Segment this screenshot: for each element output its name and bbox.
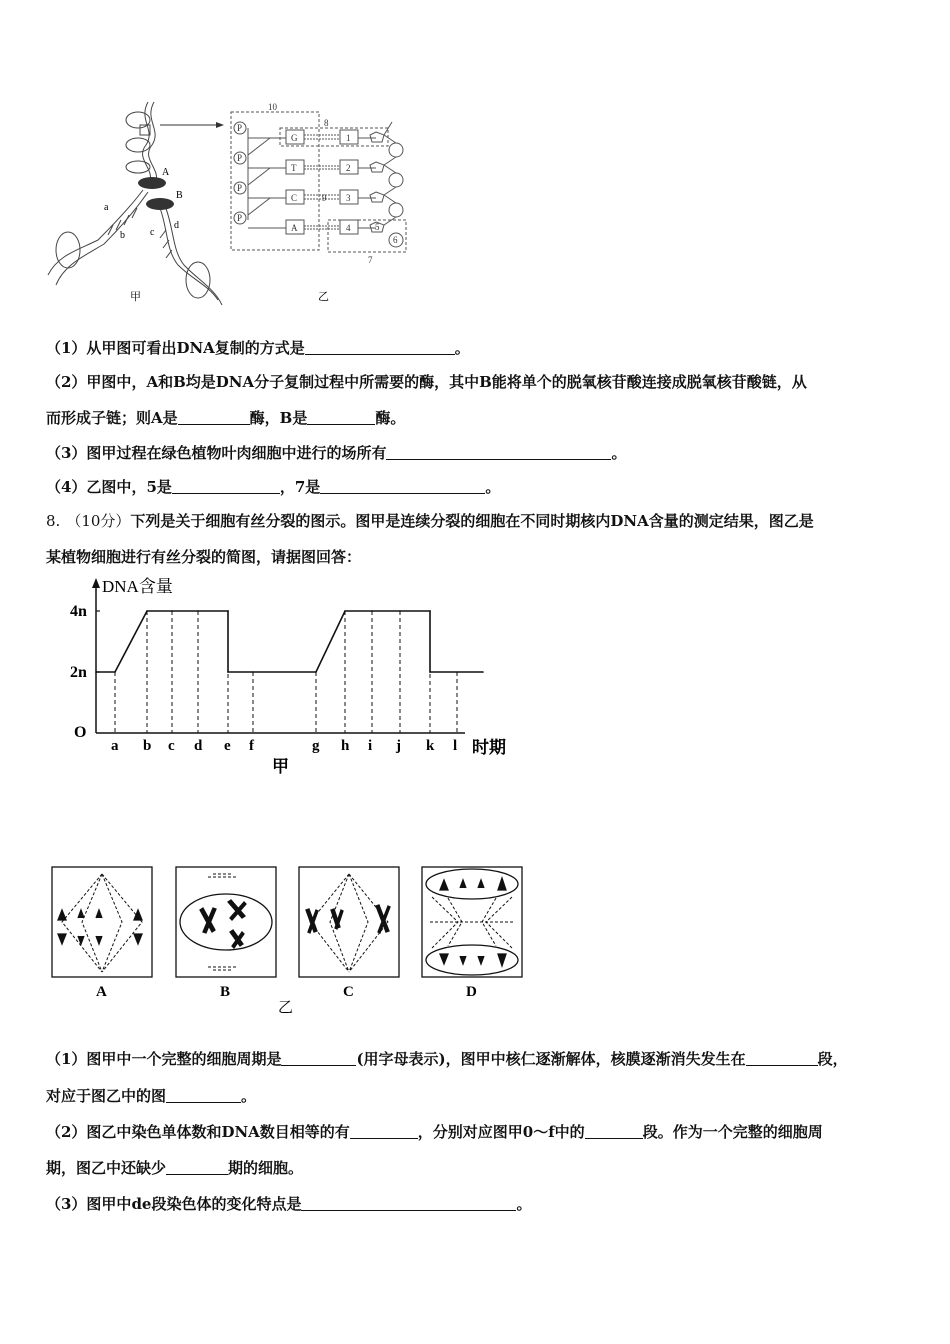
q8-number: 8. xyxy=(46,512,61,530)
q7-part1-text: （1）从甲图可看出DNA复制的方式是 xyxy=(46,339,305,357)
cell-label-A: A xyxy=(96,984,107,1000)
base-C: C xyxy=(291,193,298,203)
data-point xyxy=(429,671,431,673)
data-point xyxy=(146,610,148,612)
q8-stem-text1: 下列是关于细胞有丝分裂的图示。图甲是连续分裂的细胞在不同时期核内DNA含量的测定结果，图乙是 xyxy=(130,512,814,530)
x-tick-label: d xyxy=(194,738,203,754)
x-tick-label: e xyxy=(224,738,231,754)
q8-part2-text-b: ，分别对应图甲0～f中的 xyxy=(417,1123,585,1141)
jia-label-A: A xyxy=(162,167,170,178)
jia-caption: 甲 xyxy=(130,291,141,303)
q7-part2-text-c: 酶，B是 xyxy=(249,409,308,427)
q8-part1-line1 xyxy=(46,1049,848,1069)
q8-part2-line2 xyxy=(46,1158,303,1178)
x-tick-label: k xyxy=(426,738,435,754)
q7-part4-end: 。 xyxy=(485,478,501,496)
fig-jia-replication-fork xyxy=(48,102,222,305)
data-point xyxy=(399,610,401,612)
pair-2: 2 xyxy=(346,163,351,173)
x-tick-label: j xyxy=(396,738,401,754)
x-tick-label: a xyxy=(111,738,119,754)
q7-part1-end: 。 xyxy=(454,339,470,357)
x-tick-label: g xyxy=(312,738,320,754)
data-point xyxy=(227,671,229,673)
num-6: 6 xyxy=(393,235,398,245)
num-8: 8 xyxy=(324,118,329,128)
x-tick-label: h xyxy=(341,738,350,754)
q7-part2-line2 xyxy=(46,408,405,428)
data-point xyxy=(227,610,229,612)
jia-label-b: b xyxy=(120,230,125,241)
yi-caption: 乙 xyxy=(318,291,329,303)
data-point xyxy=(344,610,346,612)
jia-label-a: a xyxy=(104,202,109,213)
series-line xyxy=(96,611,483,672)
y-axis-arrow xyxy=(92,578,100,588)
jia-label-c: c xyxy=(150,227,155,238)
phosphate-1: P xyxy=(237,123,243,133)
answer-blank[interactable] xyxy=(307,409,375,425)
answer-blank[interactable] xyxy=(305,339,455,355)
q7-part2-text-d: 酶。 xyxy=(375,409,406,427)
q8-score: （10分） xyxy=(66,512,131,530)
q7-part2-text-a: （2）甲图中，A和B均是DNA分子复制过程中所需要的酶，其中B能将单个的脱氧核苷酸连接成脱氧核苷酸链，从 xyxy=(46,373,807,391)
q8-part1-text-d: 对应于图乙中的图 xyxy=(46,1087,167,1105)
cell-label-D: D xyxy=(466,984,477,1000)
cell-D xyxy=(422,867,522,977)
answer-blank[interactable] xyxy=(320,478,485,494)
q7-part1 xyxy=(46,338,470,358)
x-axis-label: 时期 xyxy=(472,738,506,757)
data-point xyxy=(315,671,317,673)
answer-blank[interactable] xyxy=(386,444,611,460)
pair-4: 4 xyxy=(346,223,351,233)
enzyme-A xyxy=(138,177,166,189)
q8-part3-text: （3）图甲中de段染色体的变化特点是 xyxy=(46,1195,302,1213)
phosphate-2: P xyxy=(237,153,243,163)
cell-C xyxy=(299,867,399,977)
mitosis-cells-figure xyxy=(48,862,528,1017)
q7-part2-text-b: 而形成子链；则A是 xyxy=(46,409,178,427)
y-tick-label: 2n xyxy=(70,664,87,681)
q8-part3-end: 。 xyxy=(516,1195,532,1213)
q8-part1-text-a: （1）图甲中一个完整的细胞周期是 xyxy=(46,1050,282,1068)
num-9: 9 xyxy=(322,193,327,203)
jia-label-B: B xyxy=(176,190,183,201)
q7-part3 xyxy=(46,443,626,463)
base-T: T xyxy=(291,163,297,173)
cell-label-B: B xyxy=(220,984,231,1000)
answer-blank[interactable] xyxy=(301,1195,516,1211)
answer-blank[interactable] xyxy=(172,478,280,494)
y-axis-label: DNA含量 xyxy=(102,577,173,596)
dna-replication-figure xyxy=(38,100,418,310)
x-tick-label: f xyxy=(249,738,254,754)
x-tick-label: i xyxy=(368,738,373,754)
q8-part1-text-c: 段， xyxy=(817,1050,848,1068)
num-7: 7 xyxy=(368,255,373,265)
cell-A xyxy=(52,867,152,977)
data-point xyxy=(429,610,431,612)
q7-part4 xyxy=(46,477,500,497)
data-point xyxy=(482,671,484,673)
q7-part4-text-b: ，7是 xyxy=(279,478,321,496)
answer-blank[interactable] xyxy=(350,1123,418,1139)
pair-1: 1 xyxy=(346,133,351,143)
data-point xyxy=(252,671,254,673)
data-point xyxy=(114,671,116,673)
q8-stem-text2: 某植物细胞进行有丝分裂的简图，请据图回答： xyxy=(46,548,362,566)
q8-part2-line1 xyxy=(46,1122,823,1142)
x-tick-label: l xyxy=(453,738,458,754)
enzyme-B xyxy=(146,198,174,210)
origin-label: O xyxy=(74,724,87,741)
q8-part1-line2 xyxy=(46,1086,256,1106)
fig-yi-dna-detail xyxy=(231,112,406,252)
q8-stem-line1 xyxy=(46,511,814,531)
q8-part2-text-e: 期的细胞。 xyxy=(228,1159,304,1177)
cell-B xyxy=(176,867,276,977)
q7-part3-text: （3）图甲过程在绿色植物叶肉细胞中进行的场所有 xyxy=(46,444,387,462)
answer-blank[interactable] xyxy=(281,1050,356,1066)
dna-content-chart xyxy=(60,570,530,780)
chart-caption: 甲 xyxy=(272,757,289,776)
q8-part2-text-c: 段。作为一个完整的细胞周 xyxy=(642,1123,823,1141)
base-G: G xyxy=(291,133,298,143)
answer-blank[interactable] xyxy=(166,1159,228,1175)
q7-part4-text-a: （4）乙图中，5是 xyxy=(46,478,172,496)
q7-part2-line1 xyxy=(46,372,807,392)
base-A: A xyxy=(291,223,298,233)
answer-blank[interactable] xyxy=(178,409,250,425)
phosphate-4: P xyxy=(237,213,243,223)
jia-label-d: d xyxy=(174,220,179,231)
x-tick-label: c xyxy=(168,738,175,754)
answer-blank[interactable] xyxy=(746,1050,818,1066)
num-10: 10 xyxy=(268,102,277,112)
data-point xyxy=(371,610,373,612)
answer-blank[interactable] xyxy=(585,1123,643,1139)
pair-3: 3 xyxy=(346,193,351,203)
q8-part1-text-b: (用字母表示)，图甲中核仁逐渐解体，核膜逐渐消失发生在 xyxy=(356,1050,746,1068)
q8-part2-text-d: 期，图乙中还缺少 xyxy=(46,1159,167,1177)
q8-part1-text-e: 。 xyxy=(241,1087,257,1105)
data-point xyxy=(95,671,97,673)
data-point xyxy=(197,610,199,612)
phosphate-3: P xyxy=(237,183,243,193)
q8-part2-text-a: （2）图乙中染色单体数和DNA数目相等的有 xyxy=(46,1123,350,1141)
answer-blank[interactable] xyxy=(166,1087,241,1103)
cells-caption: 乙 xyxy=(278,1000,294,1016)
x-tick-label: b xyxy=(143,738,152,754)
q7-part3-end: 。 xyxy=(611,444,627,462)
cell-label-C: C xyxy=(343,984,354,1000)
num-5: 5 xyxy=(375,222,380,232)
y-tick-label: 4n xyxy=(70,603,87,620)
data-point xyxy=(171,610,173,612)
q8-stem-line2 xyxy=(46,547,361,567)
q8-part3 xyxy=(46,1194,532,1214)
